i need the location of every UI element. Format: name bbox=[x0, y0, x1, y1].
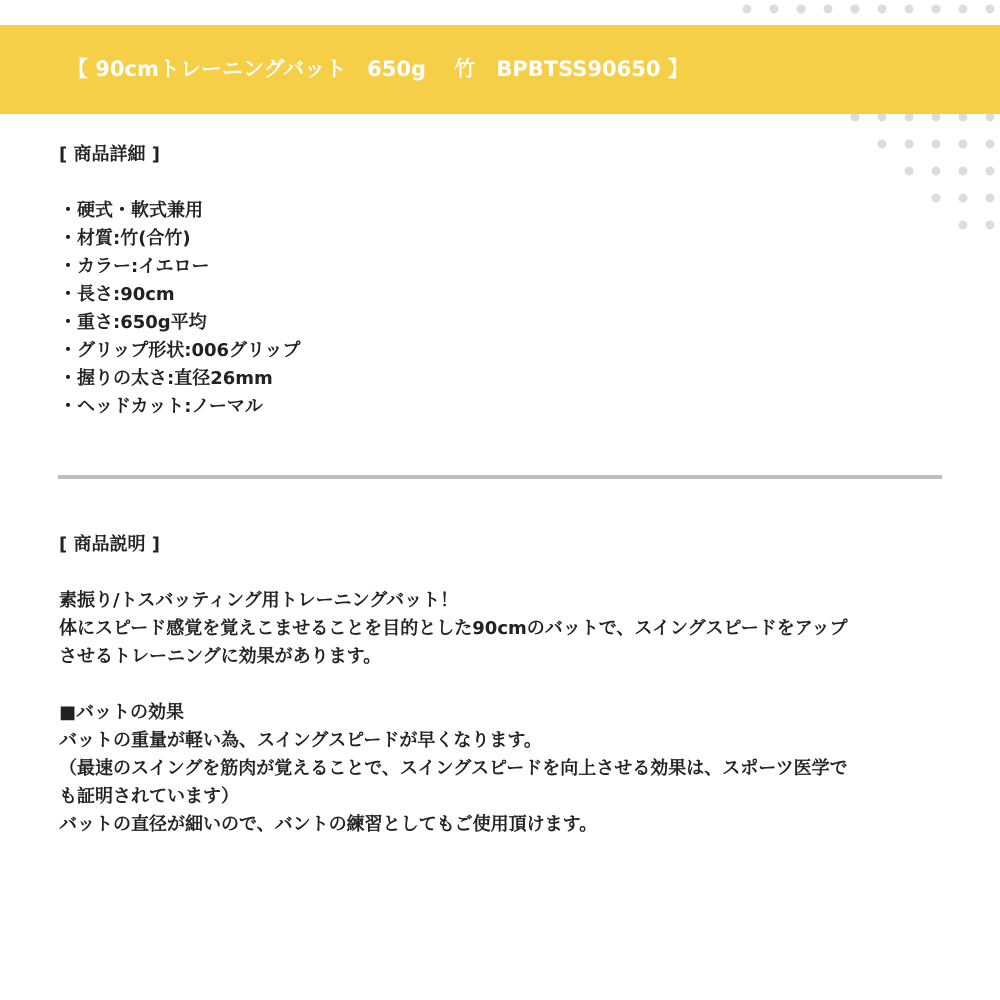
description-section-label: [ 商品説明 ] bbox=[59, 534, 160, 555]
decorative-dot bbox=[986, 5, 995, 14]
spec-item: ・材質:竹(合竹) bbox=[59, 228, 191, 249]
decorative-dot bbox=[986, 221, 995, 230]
decorative-dot bbox=[959, 221, 968, 230]
spec-item: ・カラー:イエロー bbox=[59, 256, 210, 277]
decorative-dot bbox=[770, 5, 779, 14]
section-divider bbox=[58, 475, 942, 479]
spec-item: ・ヘッドカット:ノーマル bbox=[59, 396, 263, 417]
spec-item: ・硬式・軟式兼用 bbox=[59, 200, 203, 221]
effect-line: も証明されています） bbox=[59, 786, 239, 807]
intro-line: 体にスピード感覚を覚えこませることを目的とした90cmのバットで、スイングスピードをアップ bbox=[59, 618, 848, 639]
decorative-dot bbox=[905, 5, 914, 14]
spec-list bbox=[59, 197, 949, 421]
intro-line: 素振り/トスバッティング用トレーニングバット！ bbox=[59, 590, 459, 611]
decorative-dot bbox=[986, 167, 995, 176]
decorative-dot bbox=[878, 5, 887, 14]
decorative-dot bbox=[824, 5, 833, 14]
decorative-dot bbox=[959, 140, 968, 149]
spec-item: ・グリップ形状:006グリップ bbox=[59, 340, 301, 361]
effect-line: バットの直径が細いので、バントの練習としてもご使用頂けます。 bbox=[59, 814, 598, 835]
decorative-dot bbox=[851, 5, 860, 14]
spec-item: ・長さ:90cm bbox=[59, 284, 175, 305]
page-title: 【 90cmトレーニングバット 650g 竹 BPBTSS90650 】 bbox=[67, 57, 689, 81]
details-section-label: [ 商品詳細 ] bbox=[59, 144, 160, 165]
effect-line: バットの重量が軽い為、スイングスピードが早くなります。 bbox=[59, 730, 542, 751]
decorative-dot bbox=[959, 167, 968, 176]
effect-line: （最速のスイングを筋肉が覚えることで、スイングスピードを向上させる効果は、スポーツ医学で bbox=[59, 758, 848, 779]
decorative-dot bbox=[959, 5, 968, 14]
decorative-dot bbox=[932, 5, 941, 14]
spacer bbox=[59, 559, 949, 587]
decorative-dot bbox=[797, 5, 806, 14]
spacer bbox=[59, 671, 949, 699]
effect-paragraph bbox=[59, 699, 949, 839]
product-details-section bbox=[59, 141, 949, 421]
intro-line: させるトレーニングに効果があります。 bbox=[59, 646, 382, 667]
decorative-dot bbox=[743, 5, 752, 14]
decorative-dot bbox=[986, 140, 995, 149]
intro-paragraph bbox=[59, 587, 949, 671]
spec-item: ・重さ:650g平均 bbox=[59, 312, 207, 333]
decorative-dot bbox=[959, 194, 968, 203]
spec-item: ・握りの太さ:直径26mm bbox=[59, 368, 273, 389]
product-description-section bbox=[59, 531, 949, 839]
effect-heading: ■バットの効果 bbox=[59, 702, 185, 723]
spacer bbox=[59, 169, 949, 197]
decorative-dot bbox=[986, 194, 995, 203]
